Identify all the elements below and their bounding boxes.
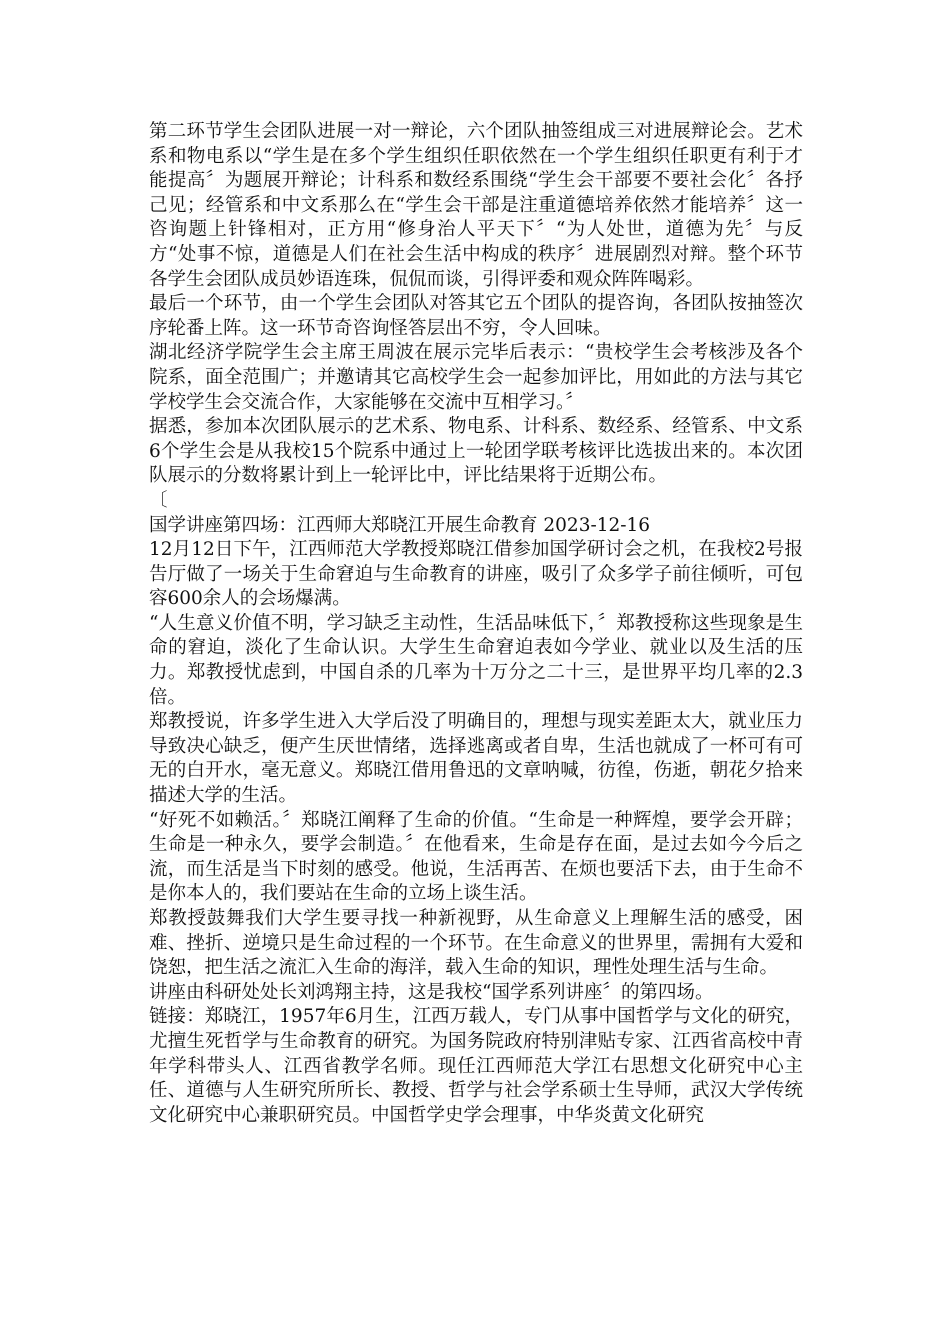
paragraph-bracket: 〔 — [149, 489, 168, 511]
paragraph-final-round: 最后一个环节，由一个学生会团队对答其它五个团队的提咨询，各团队按抽签次序轮番上阵。这一环节奇咨询怪答层出不穷，令人回味。 — [149, 293, 803, 339]
paragraph-value-of-life: “好死不如赖活。〞郑晓江阐释了生命的价值。“生命是一种辉煌，要学会开辟；生命是一种永久，要学会制造。〞在他看来，生命是存在面，是过去如今今后之流，而生活是当下时刻的感受。他说，生活再苦、在烦也要活下去，由于生命不是你本人的，我们要站在生命的立场上谈生活。 — [149, 809, 803, 905]
paragraph-biography: 链接：郑晓江，1957年6月生，江西万载人，专门从事中国哲学与文化的研究，尤擅生死哲学与生命教育的研究。为国务院政府特别津贴专家、江西省高校中青年学科带头人、江西省教学名师。现任江西师范大学江右思想文化研究中心主任、道德与人生研究所所长、教授、哲学与社会学系硕士生导师，武汉大学传统文化研究中心兼职研究员。中国哲学史学会理事，中华炎黄文化研究 — [149, 1006, 803, 1126]
paragraph-participants: 据悉，参加本次团队展示的艺术系、物电系、计科系、数经系、经管系、中文系6个学生会是从我校15个院系中通过上一轮团学联考核评比选拔出来的。本次团队展示的分数将累计到上一轮评比中，评比结果将于近期公布。 — [149, 416, 803, 487]
article-headline: 国学讲座第四场：江西师大郑晓江开展生命教育 2023-12-16 — [149, 514, 651, 536]
paragraph-host: 讲座由科研处处长刘鸿翔主持，这是我校“国学系列讲座〞的第四场。 — [149, 981, 714, 1003]
paragraph-guest-remarks: 湖北经济学院学生会主席王周波在展示完毕后表示：“贵校学生会考核涉及各个院系，面全范围广；并邀请其它高校学生会一起参加评比，用如此的方法与其它学校学生会交流合作，大家能够在交流中互相学习。〞 — [149, 342, 803, 413]
paragraph-life-predicament: “人生意义价值不明，学习缺乏主动性，生活品味低下，〞郑教授称这些现象是生命的窘迫，淡化了生命认识。大学生生命窘迫表如今学业、就业以及生活的压力。郑教授忧虑到，中国自杀的几率为十万分之二十三，是世界平均几率的2.3倍。 — [149, 612, 803, 708]
paragraph-debate-round: 第二环节学生会团队进展一对一辩论，六个团队抽签组成三对进展辩论会。艺术系和物电系以“学生是在多个学生组织任职依然在一个学生组织任职更有利于才能提高〞为题展开辩论；计科系和数经系围绕“学生会干部要不要社会化〞各抒己见；经管系和中文系那么在“学生会干部是注重道德培养依然才能培养〞这一咨询题上针锋相对，正方用“修身治人平天下〞“为人处世，道德为先〞与反方“处事不惊，道德是人们在社会生活中构成的秩序〞进展剧烈对辩。整个环节各学生会团队成员妙语连珠，侃侃而谈，引得评委和观众阵阵喝彩。 — [149, 121, 803, 290]
paragraph-lecture-intro: 12月12日下午，江西师范大学教授郑晓江借参加国学研讨会之机，在我校2号报告厅做了一场关于生命窘迫与生命教育的讲座，吸引了众多学子前往倾听，可包容600余人的会场爆满。 — [149, 539, 803, 610]
document-body — [149, 120, 803, 1128]
paragraph-student-goals: 郑教授说，许多学生进入大学后没了明确目的，理想与现实差距太大，就业压力导致决心缺乏，便产生厌世情绪，选择逃离或者自卑，生活也就成了一杯可有可无的白开水，毫无意义。郑晓江借用鲁迅的文章呐喊，彷徨，伤逝，朝花夕拾来描述大学的生活。 — [149, 711, 803, 807]
paragraph-encouragement: 郑教授鼓舞我们大学生要寻找一种新视野，从生命意义上理解生活的感受，困难、挫折、逆境只是生命过程的一个环节。在生命意义的世界里，需拥有大爱和饶恕，把生活之流汇入生命的海洋，载入生命的知识，理性处理生活与生命。 — [149, 908, 803, 979]
